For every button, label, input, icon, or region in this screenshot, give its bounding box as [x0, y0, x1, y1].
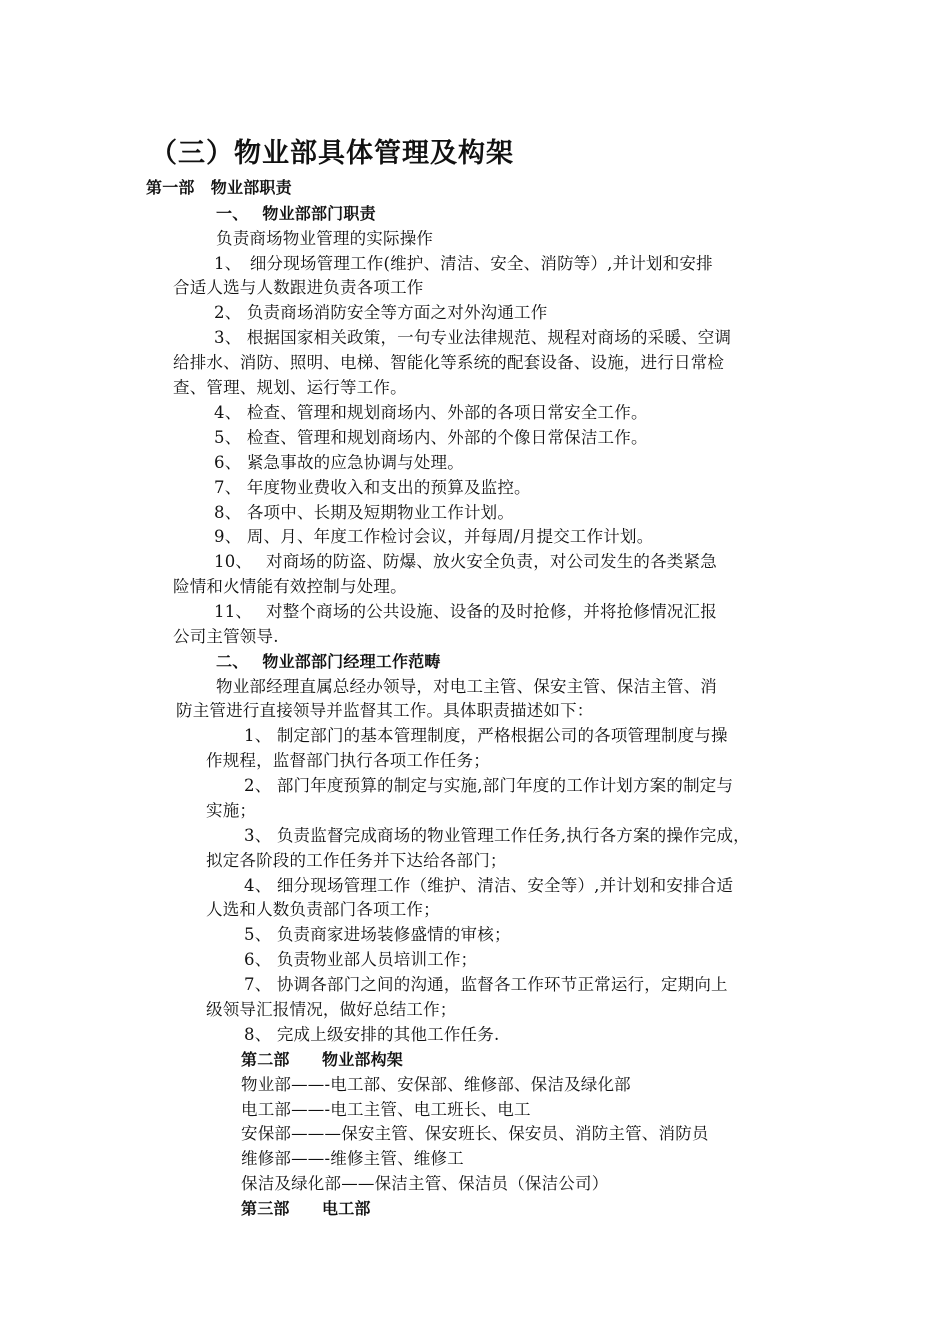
paragraph-line: 11、 对整个商场的公共设施、设备的及时抢修，并将抢修情况汇报	[214, 602, 717, 621]
paragraph-line: 实施；	[206, 801, 257, 820]
paragraph-line: 2、 部门年度预算的制定与实施,部门年度的工作计划方案的制定与	[244, 776, 734, 795]
paragraph-line: 合适人选与人数跟进负责各项工作	[173, 278, 424, 297]
org-line: 安保部———保安主管、保安班长、保安员、消防主管、消防员	[241, 1124, 709, 1143]
org-line: 物业部——-电工部、安保部、维修部、保洁及绿化部	[241, 1075, 631, 1094]
paragraph-line: 6、 负责物业部人员培训工作；	[244, 950, 478, 969]
paragraph-line: 物业部经理直属总经办领导，对电工主管、保安主管、保洁主管、消	[216, 677, 717, 696]
section1-heading: 一、 物业部部门职责	[216, 204, 376, 223]
paragraph-line: 人选和人数负责部门各项工作；	[206, 900, 440, 919]
paragraph-line: 4、 细分现场管理工作（维护、清洁、安全等）,并计划和安排合适	[244, 876, 734, 895]
paragraph-line: 6、 紧急事故的应急协调与处理。	[214, 453, 464, 472]
paragraph-line: 作规程，监督部门执行各项工作任务；	[206, 751, 490, 770]
paragraph-line: 1、 细分现场管理工作(维护、清洁、安全、消防等）,并计划和安排	[214, 254, 713, 273]
paragraph-line: 1、 制定部门的基本管理制度，严格根据公司的各项管理制度与操	[244, 726, 728, 745]
org-line: 维修部——-维修主管、维修工	[241, 1149, 464, 1168]
paragraph-line: 7、 协调各部门之间的沟通，监督各工作环节正常运行，定期向上	[244, 975, 728, 994]
part2-heading: 第二部 物业部构架	[241, 1050, 404, 1069]
paragraph-line: 8、 完成上级安排的其他工作任务.	[244, 1025, 500, 1044]
paragraph-line: 8、 各项中、长期及短期物业工作计划。	[214, 503, 515, 522]
paragraph-line: 5、 检查、管理和规划商场内、外部的个像日常保洁工作。	[214, 428, 648, 447]
section1-intro: 负责商场物业管理的实际操作	[216, 229, 434, 248]
section2-heading: 二、 物业部部门经理工作范畴	[216, 652, 441, 671]
part3-heading: 第三部 电工部	[241, 1199, 371, 1218]
paragraph-line: 级领导汇报情况，做好总结工作；	[206, 1000, 457, 1019]
paragraph-line: 查、管理、规划、运行等工作。	[173, 378, 407, 397]
paragraph-line: 拟定各阶段的工作任务并下达给各部门；	[206, 851, 507, 870]
paragraph-line: 7、 年度物业费收入和支出的预算及监控。	[214, 478, 531, 497]
paragraph-line: 5、 负责商家进场装修盛情的审核；	[244, 925, 511, 944]
paragraph-line: 防主管进行直接领导并监督其工作。具体职责描述如下：	[176, 701, 594, 720]
page-title: （三）物业部具体管理及构架	[150, 138, 514, 169]
paragraph-line: 给排水、消防、照明、电梯、智能化等系统的配套设备、设施，进行日常检	[173, 353, 725, 372]
org-line: 保洁及绿化部——保洁主管、保洁员（保洁公司）	[241, 1174, 609, 1193]
paragraph-line: 公司主管领导.	[173, 627, 279, 646]
paragraph-line: 3、 负责监督完成商场的物业管理工作任务,执行各方案的操作完成，	[244, 826, 750, 845]
paragraph-line: 3、 根据国家相关政策，一句专业法律规范、规程对商场的采暖、空调	[214, 328, 732, 347]
paragraph-line: 2、 负责商场消防安全等方面之对外沟通工作	[214, 303, 548, 322]
part1-heading: 第一部 物业部职责	[146, 178, 292, 197]
paragraph-line: 9、 周、月、年度工作检讨会议，并每周/月提交工作计划。	[214, 527, 654, 546]
paragraph-line: 险情和火情能有效控制与处理。	[173, 577, 407, 596]
org-line: 电工部——-电工主管、电工班长、电工	[241, 1100, 531, 1119]
paragraph-line: 4、 检查、管理和规划商场内、外部的各项日常安全工作。	[214, 403, 648, 422]
paragraph-line: 10、 对商场的防盗、防爆、放火安全负责，对公司发生的各类紧急	[214, 552, 717, 571]
